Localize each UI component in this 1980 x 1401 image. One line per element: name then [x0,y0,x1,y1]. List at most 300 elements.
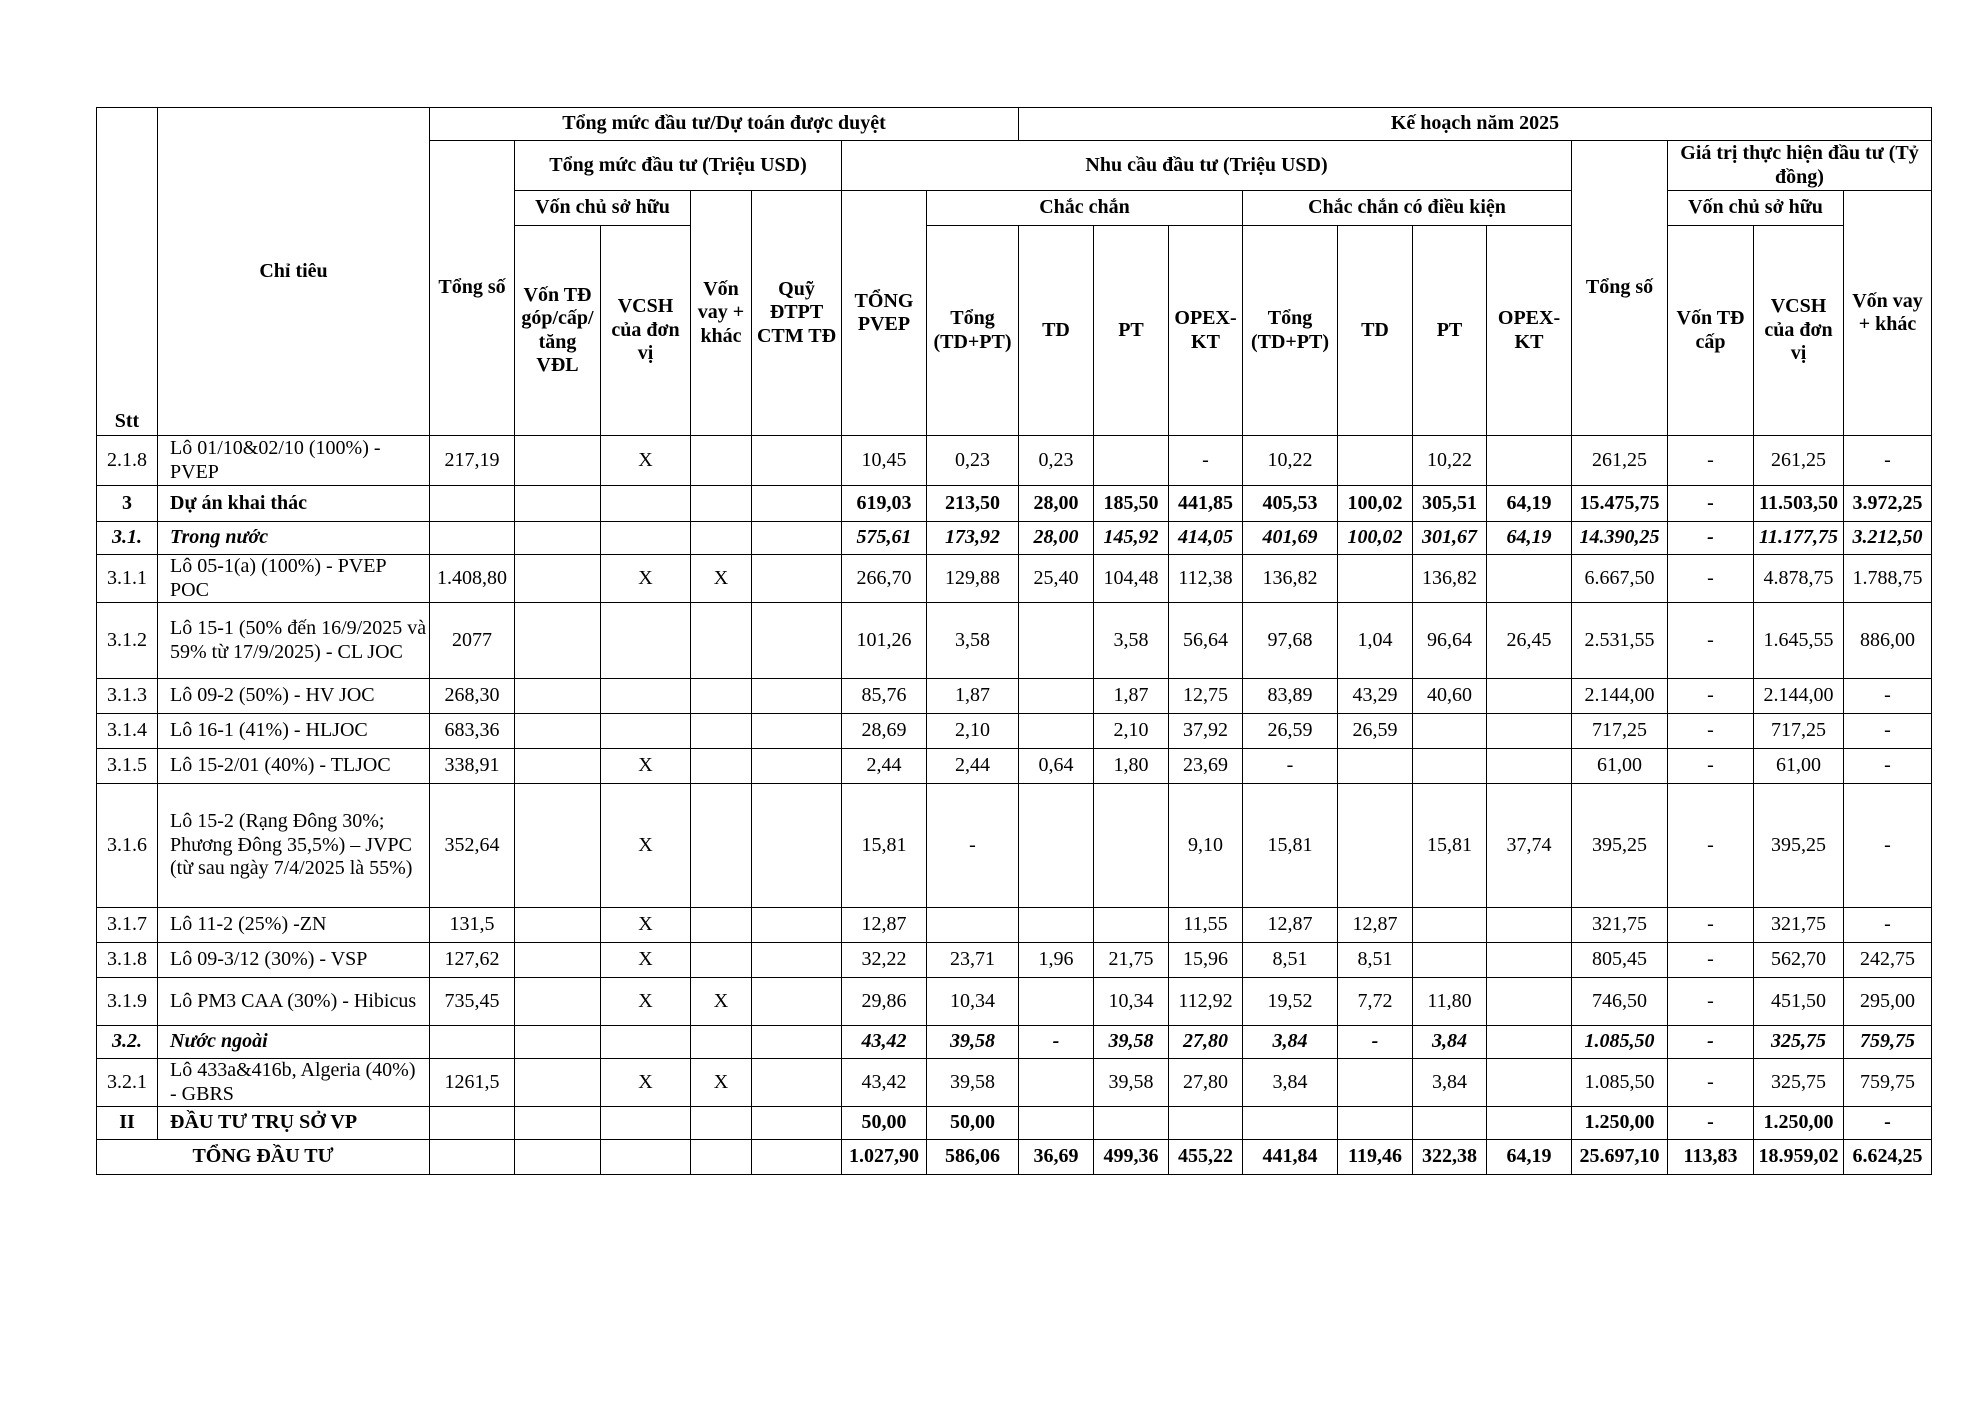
row-cell [1413,749,1487,784]
row-stt: 3.1. [97,522,158,555]
row-cell [691,714,752,749]
row-name: Lô 15-2 (Rạng Đông 30%; Phương Đông 35,5%) – JVPC (từ sau ngày 7/4/2025 là 55%) [158,784,430,908]
row-cell: - [1668,486,1754,522]
table-row [97,522,1932,555]
row-cell [752,522,842,555]
header-von-csh: Vốn chủ sở hữu [515,191,691,226]
row-cell [430,1140,515,1175]
header-quy-dtpt: Quỹ ĐTPT CTM TĐ [752,191,842,436]
row-cell [752,1107,842,1140]
row-cell [515,784,601,908]
row-cell [752,1140,842,1175]
row-cell: 29,86 [842,978,927,1026]
row-cell: 9,10 [1169,784,1243,908]
header-stt: Stt [97,108,158,436]
row-cell: - [1668,714,1754,749]
row-cell [515,436,601,486]
row-cell: - [1668,522,1754,555]
row-cell: 97,68 [1243,603,1338,679]
row-cell: 325,75 [1754,1026,1844,1059]
row-cell: 23,69 [1169,749,1243,784]
row-cell [515,1107,601,1140]
row-cell [752,1026,842,1059]
row-cell: X [601,1059,691,1107]
row-cell: 27,80 [1169,1026,1243,1059]
row-cell [1094,908,1169,943]
row-cell: 1.408,80 [430,555,515,603]
row-cell: 36,69 [1019,1140,1094,1175]
row-cell [691,679,752,714]
row-cell: 39,58 [1094,1026,1169,1059]
row-stt: 3.1.3 [97,679,158,714]
row-cell: 7,72 [1338,978,1413,1026]
row-cell: 735,45 [430,978,515,1026]
row-cell [1487,1107,1572,1140]
row-cell: 441,85 [1169,486,1243,522]
row-cell: 401,69 [1243,522,1338,555]
row-cell [752,714,842,749]
row-cell [752,603,842,679]
row-cell: - [1668,1026,1754,1059]
row-cell: 145,92 [1094,522,1169,555]
row-cell: 56,64 [1169,603,1243,679]
row-cell: - [1668,749,1754,784]
header-kh-tong-so: Tổng số [1572,141,1668,436]
row-cell [515,978,601,1026]
investment-table [96,107,1932,1175]
header-tong-pvep: TỔNG PVEP [842,191,927,436]
row-cell: 1.085,50 [1572,1059,1668,1107]
row-cell [691,603,752,679]
row-cell: 15,96 [1169,943,1243,978]
row-cell [601,1107,691,1140]
row-cell: 136,82 [1243,555,1338,603]
row-cell: 39,58 [927,1059,1019,1107]
row-name: Dự án khai thác [158,486,430,522]
row-cell [927,908,1019,943]
table-header [97,108,1932,436]
row-name: Lô 05-1(a) (100%) - PVEP POC [158,555,430,603]
row-cell: 1.250,00 [1754,1107,1844,1140]
table-row [97,908,1932,943]
header-td: TD [1019,226,1094,436]
row-cell: 3,58 [1094,603,1169,679]
row-cell: 4.878,75 [1754,555,1844,603]
row-cell: - [1844,679,1932,714]
row-cell [1338,784,1413,908]
row-stt: 2.1.8 [97,436,158,486]
row-cell: 101,26 [842,603,927,679]
row-cell: 39,58 [1094,1059,1169,1107]
row-cell: 1.645,55 [1754,603,1844,679]
row-stt: 3.1.1 [97,555,158,603]
row-cell: X [691,1059,752,1107]
row-cell [752,436,842,486]
row-cell [430,1026,515,1059]
table-row [97,679,1932,714]
row-cell [691,1140,752,1175]
row-cell: - [1668,943,1754,978]
row-cell: 50,00 [842,1107,927,1140]
row-cell: X [601,908,691,943]
row-cell: - [1668,679,1754,714]
table-row [97,1026,1932,1059]
header-vcsh-don-vi-2: VCSH của đơn vị [1754,226,1844,436]
row-cell: 8,51 [1243,943,1338,978]
row-name: TỔNG ĐẦU TƯ [97,1140,430,1175]
row-cell: 6.624,25 [1844,1140,1932,1175]
row-cell [515,943,601,978]
row-cell: 15,81 [842,784,927,908]
row-cell [1019,1107,1094,1140]
row-cell: 25,40 [1019,555,1094,603]
row-cell: 1261,5 [430,1059,515,1107]
header-opex-dk: OPEX-KT [1487,226,1572,436]
header-chi-tieu: Chỉ tiêu [158,108,430,436]
row-cell [515,1140,601,1175]
row-cell: 11,80 [1413,978,1487,1026]
row-cell: 1.250,00 [1572,1107,1668,1140]
row-cell: 104,48 [1094,555,1169,603]
row-cell: 3,84 [1243,1026,1338,1059]
row-cell: 338,91 [430,749,515,784]
row-cell: 3,58 [927,603,1019,679]
row-cell [1019,714,1094,749]
row-cell: 61,00 [1754,749,1844,784]
row-cell [691,486,752,522]
row-cell [515,1026,601,1059]
row-cell [601,679,691,714]
row-name: Lô 09-3/12 (30%) - VSP [158,943,430,978]
row-cell: 11,55 [1169,908,1243,943]
row-cell [1019,908,1094,943]
row-cell: 301,67 [1413,522,1487,555]
row-cell: 0,23 [927,436,1019,486]
row-cell [1413,943,1487,978]
row-cell [752,784,842,908]
row-stt: 3.2.1 [97,1059,158,1107]
row-cell: 3,84 [1243,1059,1338,1107]
row-cell: - [1169,436,1243,486]
row-cell: 1.788,75 [1844,555,1932,603]
row-cell: 2.144,00 [1754,679,1844,714]
row-cell: 136,82 [1413,555,1487,603]
row-cell: 575,61 [842,522,927,555]
table-row [97,1059,1932,1107]
row-cell: 12,87 [1338,908,1413,943]
row-cell: 96,64 [1413,603,1487,679]
row-name: ĐẦU TƯ TRỤ SỞ VP [158,1107,430,1140]
row-cell [1019,603,1094,679]
row-cell: 322,38 [1413,1140,1487,1175]
row-name: Lô PM3 CAA (30%) - Hibicus [158,978,430,1026]
row-name: Lô 09-2 (50%) - HV JOC [158,679,430,714]
row-cell [1487,555,1572,603]
row-cell: 562,70 [1754,943,1844,978]
row-stt: 3.1.5 [97,749,158,784]
row-cell: 40,60 [1413,679,1487,714]
row-cell: 2,10 [927,714,1019,749]
table-row [97,1140,1932,1175]
row-cell [1487,943,1572,978]
row-cell: - [1668,908,1754,943]
row-cell: 717,25 [1754,714,1844,749]
row-cell [1487,714,1572,749]
row-cell: X [601,436,691,486]
row-name: Lô 15-1 (50% đến 16/9/2025 và 59% từ 17/9/2025) - CL JOC [158,603,430,679]
row-cell [515,749,601,784]
row-cell [1487,749,1572,784]
row-cell [691,943,752,978]
row-name: Lô 11-2 (25%) -ZN [158,908,430,943]
row-cell: 43,42 [842,1026,927,1059]
row-cell [515,1059,601,1107]
row-cell [1019,1059,1094,1107]
row-cell [752,679,842,714]
row-cell: 242,75 [1844,943,1932,978]
row-cell [1094,784,1169,908]
table-row [97,603,1932,679]
header-pt: PT [1094,226,1169,436]
row-cell [1169,1107,1243,1140]
row-cell [1487,679,1572,714]
row-cell: 1,80 [1094,749,1169,784]
row-cell: 455,22 [1169,1140,1243,1175]
table-row [97,436,1932,486]
row-cell: 50,00 [927,1107,1019,1140]
row-cell: 26,45 [1487,603,1572,679]
header-von-td-gop: Vốn TĐ góp/cấp/ tăng VĐL [515,226,601,436]
table-row [97,1107,1932,1140]
row-cell: 43,42 [842,1059,927,1107]
row-cell: X [691,555,752,603]
row-cell: 64,19 [1487,486,1572,522]
row-cell: X [601,555,691,603]
header-von-vay-khac: Vốn vay + khác [691,191,752,436]
row-cell [1413,714,1487,749]
header-nhu-cau: Nhu cầu đầu tư (Triệu USD) [842,141,1572,191]
row-cell: - [1019,1026,1094,1059]
row-cell: 28,00 [1019,522,1094,555]
header-von-td-cap: Vốn TĐ cấp [1668,226,1754,436]
row-cell [515,714,601,749]
row-cell [601,603,691,679]
row-cell [1487,978,1572,1026]
row-cell [430,486,515,522]
row-cell: 619,03 [842,486,927,522]
row-cell [752,908,842,943]
row-cell [1413,908,1487,943]
row-cell: 131,5 [430,908,515,943]
row-cell [691,436,752,486]
row-cell: 405,53 [1243,486,1338,522]
row-cell [1413,1107,1487,1140]
row-cell: 2,10 [1094,714,1169,749]
row-cell: 499,36 [1094,1140,1169,1175]
row-cell: 1.027,90 [842,1140,927,1175]
row-cell: 266,70 [842,555,927,603]
row-name: Lô 15-2/01 (40%) - TLJOC [158,749,430,784]
row-cell: 112,92 [1169,978,1243,1026]
row-cell: 759,75 [1844,1059,1932,1107]
row-stt: 3.2. [97,1026,158,1059]
row-cell [691,908,752,943]
row-cell: - [1668,784,1754,908]
row-cell: 1,04 [1338,603,1413,679]
row-stt: 3.1.7 [97,908,158,943]
row-cell: 213,50 [927,486,1019,522]
row-cell: 321,75 [1572,908,1668,943]
row-cell: 3.212,50 [1844,522,1932,555]
row-cell: 10,34 [1094,978,1169,1026]
row-name: Lô 433a&416b, Algeria (40%) - GBRS [158,1059,430,1107]
row-cell: 295,00 [1844,978,1932,1026]
row-cell: - [1243,749,1338,784]
row-stt: 3.1.9 [97,978,158,1026]
row-cell [1487,1059,1572,1107]
row-cell: 1,87 [927,679,1019,714]
row-cell [515,679,601,714]
header-tong-so: Tổng số [430,141,515,436]
row-cell: 414,05 [1169,522,1243,555]
row-cell [1338,436,1413,486]
header-chac-chan-dk: Chắc chắn có điều kiện [1243,191,1572,226]
row-cell: 119,46 [1338,1140,1413,1175]
row-cell: 173,92 [927,522,1019,555]
row-cell: 759,75 [1844,1026,1932,1059]
table-row [97,978,1932,1026]
row-cell: - [1668,1059,1754,1107]
row-cell: 1,87 [1094,679,1169,714]
row-cell: X [601,943,691,978]
row-cell [691,522,752,555]
row-cell: 61,00 [1572,749,1668,784]
row-cell: 261,25 [1754,436,1844,486]
row-cell: 1,96 [1019,943,1094,978]
header-von-vay-khac-2: Vốn vay + khác [1844,191,1932,436]
row-cell: 3,84 [1413,1059,1487,1107]
row-cell [691,1107,752,1140]
row-cell: 112,38 [1169,555,1243,603]
row-name: Lô 16-1 (41%) - HLJOC [158,714,430,749]
row-cell: 321,75 [1754,908,1844,943]
row-cell: 14.390,25 [1572,522,1668,555]
row-cell: 683,36 [430,714,515,749]
row-cell: 21,75 [1094,943,1169,978]
row-cell: 2.144,00 [1572,679,1668,714]
row-cell: 25.697,10 [1572,1140,1668,1175]
row-cell: 100,02 [1338,522,1413,555]
row-cell: - [1668,555,1754,603]
row-cell [515,522,601,555]
table-body [97,436,1932,1175]
row-cell: 15.475,75 [1572,486,1668,522]
row-cell [1338,1107,1413,1140]
row-cell: 64,19 [1487,522,1572,555]
row-cell: 83,89 [1243,679,1338,714]
header-tmdt-trieu-usd: Tổng mức đầu tư (Triệu USD) [515,141,842,191]
row-cell: 37,92 [1169,714,1243,749]
header-pt-dk: PT [1413,226,1487,436]
row-cell: 217,19 [430,436,515,486]
row-cell: - [1668,436,1754,486]
row-cell: 0,64 [1019,749,1094,784]
row-cell [752,943,842,978]
row-cell: 64,19 [1487,1140,1572,1175]
row-cell: 0,23 [1019,436,1094,486]
row-cell: 395,25 [1572,784,1668,908]
row-cell: 43,29 [1338,679,1413,714]
row-cell [1487,1026,1572,1059]
row-cell [601,1026,691,1059]
row-cell: 12,75 [1169,679,1243,714]
row-cell: 15,81 [1243,784,1338,908]
row-cell: 15,81 [1413,784,1487,908]
row-cell [430,1107,515,1140]
row-cell: - [1844,908,1932,943]
table-row [97,555,1932,603]
row-cell: 11.177,75 [1754,522,1844,555]
row-cell [515,486,601,522]
row-name: Trong nước [158,522,430,555]
row-cell [1094,436,1169,486]
row-cell: 451,50 [1754,978,1844,1026]
row-cell: 3,84 [1413,1026,1487,1059]
row-cell: 746,50 [1572,978,1668,1026]
row-cell [1019,784,1094,908]
row-cell: 6.667,50 [1572,555,1668,603]
row-cell [752,555,842,603]
row-cell: 18.959,02 [1754,1140,1844,1175]
table-row [97,714,1932,749]
row-cell: 805,45 [1572,943,1668,978]
row-cell: X [601,784,691,908]
row-cell: 268,30 [430,679,515,714]
table-row [97,486,1932,522]
row-cell: - [1844,714,1932,749]
header-von-csh-2: Vốn chủ sở hữu [1668,191,1844,226]
row-cell [691,749,752,784]
row-cell [1487,436,1572,486]
row-cell [1019,978,1094,1026]
row-cell: 10,34 [927,978,1019,1026]
row-cell: - [1844,784,1932,908]
row-cell: - [1668,1107,1754,1140]
row-cell: 2,44 [842,749,927,784]
row-stt: 3.1.8 [97,943,158,978]
row-name: Nước ngoài [158,1026,430,1059]
row-cell [1338,1059,1413,1107]
row-cell: X [601,749,691,784]
row-cell [601,522,691,555]
row-stt: 3.1.2 [97,603,158,679]
row-stt: 3.1.4 [97,714,158,749]
row-cell: 19,52 [1243,978,1338,1026]
row-cell [1019,679,1094,714]
row-cell [752,749,842,784]
header-gtth: Giá trị thực hiện đầu tư (Tỷ đồng) [1668,141,1932,191]
row-cell: - [1844,749,1932,784]
row-cell: 352,64 [430,784,515,908]
table-row [97,784,1932,908]
row-cell: 32,22 [842,943,927,978]
row-cell: 26,59 [1243,714,1338,749]
row-cell: 2077 [430,603,515,679]
row-cell: 100,02 [1338,486,1413,522]
row-cell: 441,84 [1243,1140,1338,1175]
row-cell: - [1668,603,1754,679]
row-cell [515,603,601,679]
